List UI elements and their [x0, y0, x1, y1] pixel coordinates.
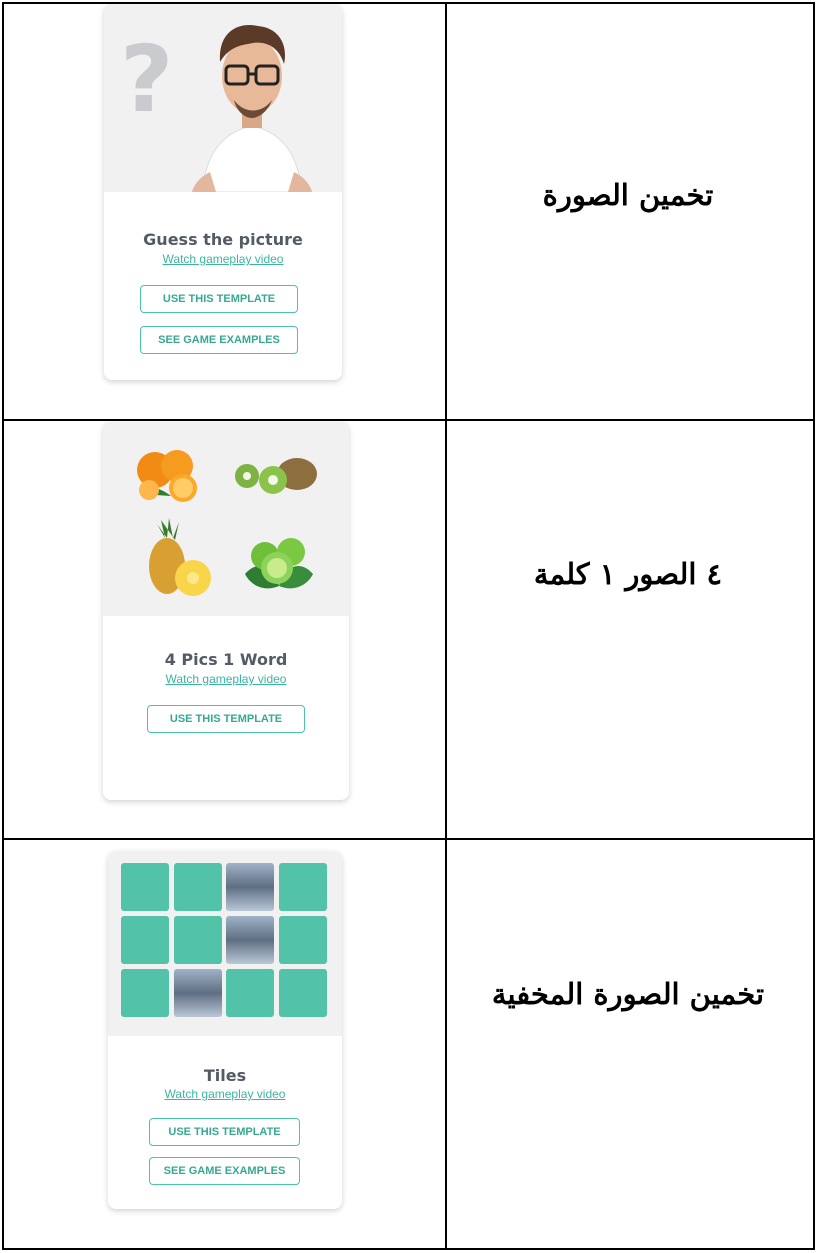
see-game-examples-button[interactable]: SEE GAME EXAMPLES	[149, 1157, 300, 1185]
arabic-label-hidden-picture: تخمين الصورة المخفية	[491, 977, 765, 1011]
tile	[121, 969, 169, 1017]
card-thumbnail	[108, 851, 342, 1036]
revealed-tile	[174, 969, 222, 1017]
pineapple-image	[139, 516, 219, 600]
tile	[121, 863, 169, 911]
see-game-examples-button[interactable]: SEE GAME EXAMPLES	[140, 326, 298, 354]
limes-image	[239, 528, 319, 598]
watch-gameplay-video-link[interactable]: Watch gameplay video	[164, 1087, 286, 1101]
tile	[279, 969, 327, 1017]
revealed-tile	[226, 863, 274, 911]
table-row-divider	[4, 419, 813, 421]
card-thumbnail	[103, 422, 349, 616]
man-photo	[182, 4, 322, 192]
template-card-4-pics-1-word	[103, 422, 349, 800]
tile	[279, 863, 327, 911]
kiwis-image	[231, 452, 323, 502]
card-title: Guess the picture	[143, 230, 303, 249]
watch-gameplay-video-link[interactable]: Watch gameplay video	[162, 252, 284, 266]
use-this-template-button[interactable]: USE THIS TEMPLATE	[147, 705, 305, 733]
arabic-label-4-pics-1-word: ٤ الصور ١ كلمة	[533, 557, 723, 591]
revealed-tile	[226, 916, 274, 964]
tile	[174, 916, 222, 964]
arabic-label-guess-the-picture: تخمين الصورة	[542, 178, 714, 212]
tile	[121, 916, 169, 964]
card-title: 4 Pics 1 Word	[164, 650, 288, 669]
use-this-template-button[interactable]: USE THIS TEMPLATE	[149, 1118, 300, 1146]
template-card-guess-the-picture	[104, 4, 342, 380]
template-card-tiles	[108, 851, 342, 1209]
card-thumbnail	[104, 4, 342, 192]
tile	[226, 969, 274, 1017]
tile	[279, 916, 327, 964]
watch-gameplay-video-link[interactable]: Watch gameplay video	[165, 672, 287, 686]
oranges-image	[131, 444, 211, 504]
card-title: Tiles	[203, 1066, 247, 1085]
question-mark-icon: ?	[120, 26, 174, 133]
tile	[174, 863, 222, 911]
use-this-template-button[interactable]: USE THIS TEMPLATE	[140, 285, 298, 313]
table-row-divider	[4, 838, 813, 840]
